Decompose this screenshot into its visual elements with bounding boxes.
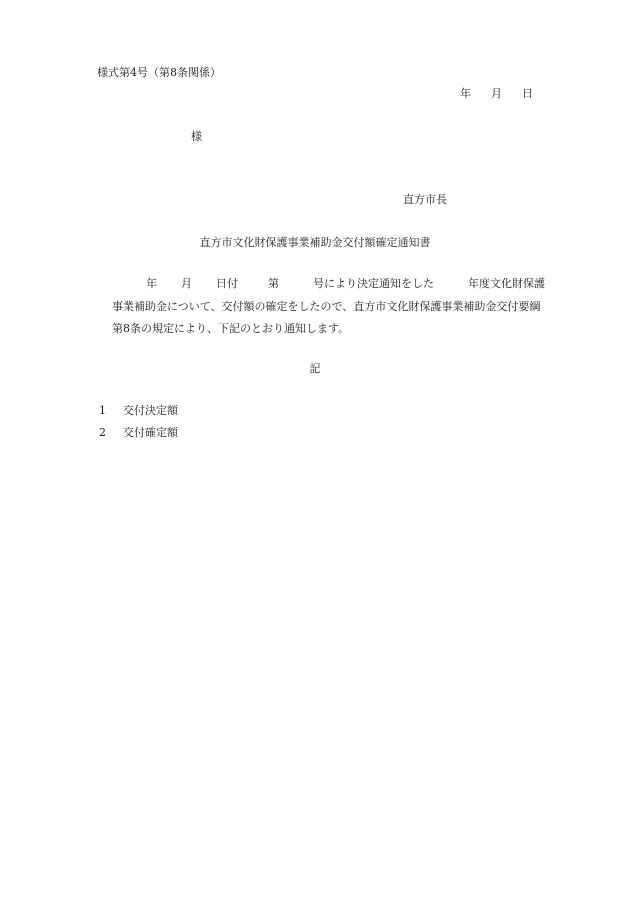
item-label: 交付決定額 (123, 404, 178, 417)
list-item (99, 405, 178, 416)
body-number-suffix: 号により決定通知をした (313, 277, 434, 290)
body-fiscal-year: 年度文化財保護 (468, 277, 545, 290)
addressee-suffix: 様 (191, 130, 202, 143)
body-month: 月 (181, 277, 192, 290)
issuer: 直方市長 (403, 193, 447, 206)
item-number: 2 (99, 426, 106, 439)
date-line (460, 88, 533, 99)
body-line-1 (112, 278, 545, 289)
list-item (99, 427, 178, 438)
body-number-prefix: 第 (268, 277, 279, 290)
item-number: 1 (99, 404, 106, 417)
document-title: 直方市文化財保護事業補助金交付額確定通知書 (199, 236, 431, 249)
form-number: 様式第4号（第8条関係） (97, 66, 221, 79)
body-year: 年 (146, 277, 157, 290)
date-month: 月 (491, 87, 502, 100)
item-label: 交付確定額 (123, 426, 178, 439)
body-line-3: 第8条の規定により、下記のとおり通知します。 (112, 322, 350, 335)
date-day: 日 (522, 87, 533, 100)
date-year: 年 (460, 87, 471, 100)
body-line-2: 事業補助金について、交付額の確定をしたので、直方市文化財保護事業補助金交付要綱 (112, 300, 541, 313)
body-day: 日付 (216, 277, 238, 290)
ki-heading: 記 (309, 362, 321, 375)
